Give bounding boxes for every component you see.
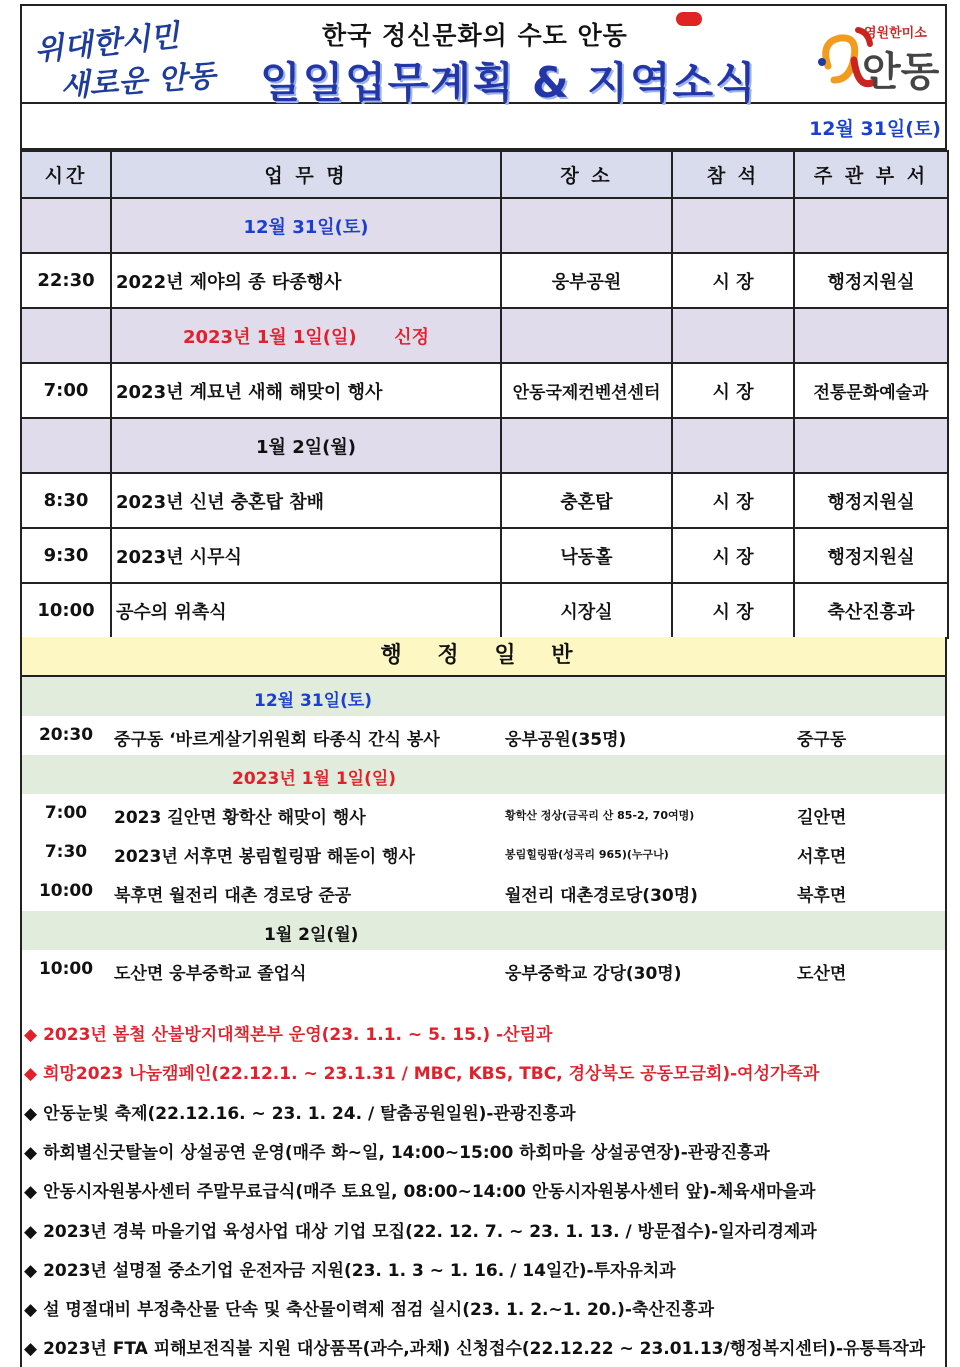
- event-task: 2023년 계묘년 새해 해맞이 행사: [111, 363, 501, 418]
- diamond-bullet-icon: ◆: [24, 1260, 38, 1281]
- header-task: 업 무 명: [111, 151, 501, 198]
- day-label: 2023년 1월 1일(일) 신정: [111, 308, 501, 363]
- event-place: 시장실: [501, 583, 672, 638]
- admin-dept: 중구동: [797, 730, 847, 750]
- notice-text: 설 명절대비 부정축산물 단속 및 축산물이력제 점검 실시(23. 1. 2.~1. 20.)-축산진흥과: [43, 1300, 715, 1321]
- admin-task: 2023 길안면 황학산 해맞이 행사: [114, 808, 366, 828]
- table-row: [21, 528, 948, 583]
- notice-item: [24, 1256, 676, 1281]
- logo-tagline: 영원한미소: [864, 26, 927, 41]
- report-date: 12월 31일(토): [809, 118, 941, 140]
- admin-dept: 길안면: [797, 808, 847, 828]
- notice-text: 안동눈빛 축제(22.12.16. ~ 23. 1. 24. / 탈춤공원일원)-관광진흥과: [43, 1103, 576, 1124]
- diamond-bullet-icon: ◆: [24, 1103, 38, 1124]
- event-attend: 시 장: [672, 473, 794, 528]
- header-banner: [20, 4, 947, 107]
- event-task: 2023년 시무식: [111, 528, 501, 583]
- admin-day-row: [22, 677, 945, 716]
- event-time: 8:30: [21, 473, 111, 528]
- event-place: 낙동홀: [501, 528, 672, 583]
- header-dept: 주 관 부 서: [794, 151, 948, 198]
- date-row: [20, 104, 947, 150]
- event-task: 2023년 신년 충혼탑 참배: [111, 473, 501, 528]
- notice-text: 안동시자원봉사센터 주말무료급식(매주 토요일, 08:00~14:00 안동시자원봉사센터 앞)-체육새마을과: [43, 1182, 816, 1203]
- event-dept: 행정지원실: [794, 473, 948, 528]
- day-label: 1월 2일(월): [111, 418, 501, 473]
- admin-day-label: 2023년 1월 1일(일): [232, 769, 397, 789]
- logo-name: 안동: [862, 49, 940, 95]
- admin-place: 황학산 정상(금곡리 산 85-2, 70여명): [505, 809, 695, 822]
- table-row: [21, 363, 948, 418]
- diamond-bullet-icon: ◆: [24, 1221, 38, 1242]
- event-dept: 축산진흥과: [794, 583, 948, 638]
- notice-item: [24, 1099, 576, 1124]
- event-task: 공수의 위촉식: [111, 583, 501, 638]
- schedule-table: [20, 150, 949, 639]
- admin-dept: 도산면: [797, 964, 847, 984]
- day-row: [21, 198, 948, 253]
- slogan-line2: 새로운 안동: [59, 58, 217, 105]
- event-attend: 시 장: [672, 528, 794, 583]
- notice-item: [24, 1177, 815, 1202]
- slogan-line1: 위대한시민: [32, 18, 181, 69]
- notice-text: 하회별신굿탈놀이 상설공연 운영(매주 화~일, 14:00~15:00 하회마을 상설공연장)-관광진흥과: [43, 1142, 770, 1163]
- event-time: 7:00: [21, 363, 111, 418]
- admin-place: 웅부공원(35명): [505, 730, 627, 750]
- day-row: [21, 308, 948, 363]
- day-label: 12월 31일(토): [111, 198, 501, 253]
- admin-day-label: 1월 2일(월): [264, 925, 359, 945]
- header-place: 장 소: [501, 151, 672, 198]
- diamond-bullet-icon: ◆: [24, 1339, 38, 1360]
- day-row: [21, 418, 948, 473]
- notice-text: 2023년 설명절 중소기업 운전자금 지원(23. 1. 3 ~ 1. 16. / 14일간)-투자유치과: [43, 1260, 676, 1281]
- event-dept: 행정지원실: [794, 253, 948, 308]
- page-title: 일일업무계획 & 지역소식: [260, 58, 758, 107]
- notice-item: [24, 1020, 552, 1045]
- list-item: [22, 950, 945, 989]
- diamond-bullet-icon: ◆: [24, 1025, 38, 1045]
- table-row: [21, 583, 948, 638]
- admin-time: 7:00: [44, 803, 88, 823]
- header-subtitle: 한국 정신문화의 수도 안동: [322, 21, 628, 50]
- diamond-bullet-icon: ◆: [24, 1064, 38, 1085]
- seal-icon: [676, 12, 702, 26]
- notice-item: [24, 1138, 770, 1163]
- notice-item: [24, 1217, 817, 1242]
- notice-item: [24, 1059, 819, 1084]
- notice-item: [24, 1295, 714, 1320]
- table-row: [21, 253, 948, 308]
- event-attend: 시 장: [672, 583, 794, 638]
- list-item: [22, 872, 945, 911]
- list-item: [22, 794, 945, 833]
- table-row: [21, 473, 948, 528]
- admin-task: 2023년 서후면 봉림힐링팜 해돋이 행사: [114, 847, 415, 867]
- list-item: [22, 833, 945, 872]
- event-place: 충혼탑: [501, 473, 672, 528]
- admin-task: 도산면 웅부중학교 졸업식: [114, 964, 307, 984]
- admin-place: 봉림힐링팜(성곡리 965)(누구나): [505, 848, 669, 861]
- event-attend: 시 장: [672, 363, 794, 418]
- admin-section-heading: 행 정 일 반: [20, 637, 947, 677]
- admin-time: 10:00: [38, 881, 94, 901]
- notice-text: 2023년 봄철 산불방지대책본부 운영(23. 1.1. ~ 5. 15.) -산림과: [43, 1025, 553, 1045]
- diamond-bullet-icon: ◆: [24, 1300, 38, 1321]
- diamond-bullet-icon: ◆: [24, 1182, 38, 1203]
- event-dept: 행정지원실: [794, 528, 948, 583]
- notice-item: [24, 1334, 925, 1359]
- admin-time: 7:30: [44, 842, 88, 862]
- admin-day-row: [22, 755, 945, 794]
- notice-text: 2023년 경북 마을기업 육성사업 대상 기업 모집(22. 12. 7. ~ 23. 1. 13. / 방문접수)-일자리경제과: [43, 1221, 817, 1242]
- admin-time: 20:30: [38, 725, 94, 745]
- diamond-bullet-icon: ◆: [24, 1142, 38, 1163]
- event-dept: 전통문화예술과: [794, 363, 948, 418]
- header-attend: 참 석: [672, 151, 794, 198]
- event-task: 2022년 제야의 종 타종행사: [111, 253, 501, 308]
- event-place: 웅부공원: [501, 253, 672, 308]
- admin-day-label: 12월 31일(토): [254, 691, 373, 711]
- admin-task: 중구동 ‘바르게살기위원회 타종식 간식 봉사: [114, 730, 440, 750]
- notice-text: 희망2023 나눔캠페인(22.12.1. ~ 23.1.31 / MBC, KBS, TBC, 경상북도 공동모금회)-여성가족과: [43, 1064, 820, 1085]
- table-header-row: [21, 151, 948, 198]
- admin-time: 10:00: [38, 959, 94, 979]
- event-time: 9:30: [21, 528, 111, 583]
- event-time: 10:00: [21, 583, 111, 638]
- admin-dept: 북후면: [797, 886, 847, 906]
- admin-place: 월전리 대촌경로당(30명): [505, 886, 698, 906]
- event-time: 22:30: [21, 253, 111, 308]
- admin-day-row: [22, 911, 945, 950]
- event-attend: 시 장: [672, 253, 794, 308]
- notice-text: 2023년 FTA 피해보전직불 지원 대상품목(과수,과채) 신청접수(22.12.22 ~ 23.01.13/행정복지센터)-유통특작과: [43, 1339, 926, 1360]
- admin-task: 북후면 월전리 대촌 경로당 준공: [114, 886, 352, 906]
- list-item: [22, 716, 945, 755]
- header-time: 시간: [21, 151, 111, 198]
- event-place: 안동국제컨벤션센터: [501, 363, 672, 418]
- admin-place: 웅부중학교 강당(30명): [505, 964, 682, 984]
- admin-dept: 서후면: [797, 847, 847, 867]
